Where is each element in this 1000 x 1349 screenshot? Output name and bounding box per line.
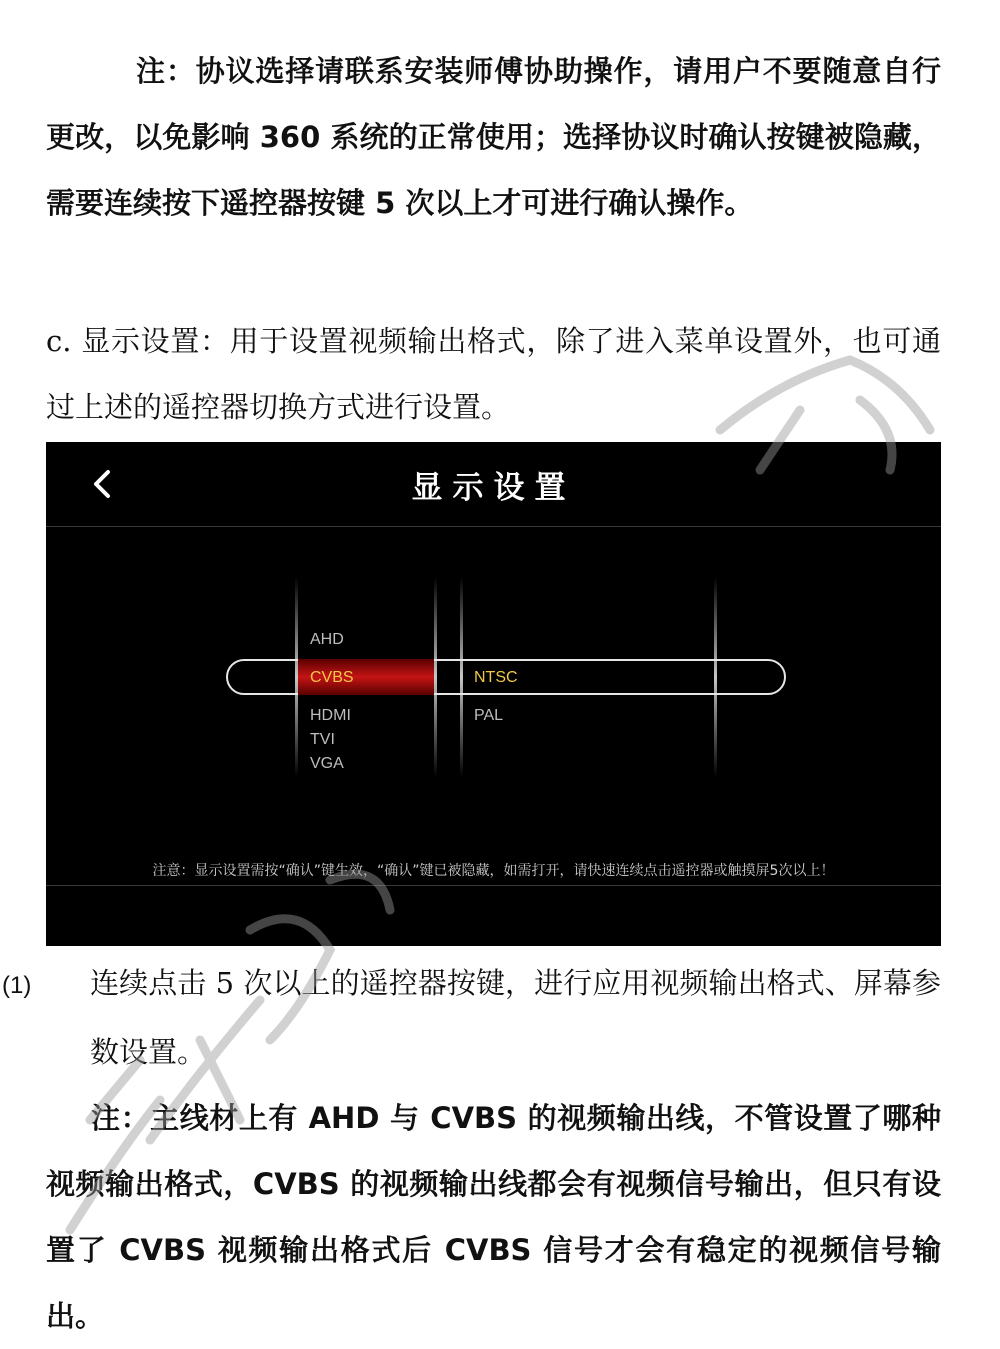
screen-notice: 注意：显示设置需按“确认”键生效，“确认”键已被隐藏，如需打开，请快速连续点击遥控器或触摸屏5次以上！ xyxy=(152,863,835,879)
standard-option-ntsc[interactable]: NTSC xyxy=(474,669,518,686)
screen-header xyxy=(46,442,941,527)
note-video-output: 注：主线材上有 AHD 与 CVBS 的视频输出线，不管设置了哪种视频输出格式，CVBS 的视频输出线都会有视频信号输出，但只有设置了 CVBS 视频输出格式后 CVBS 信号才会有稳定的视频信号输出。 xyxy=(46,1101,941,1333)
format-option-tvi[interactable]: TVI xyxy=(310,731,335,748)
step-text: 连续点击 5 次以上的遥控器按键，进行应用视频输出格式、屏幕参数设置。 xyxy=(90,966,941,1069)
display-settings-screenshot xyxy=(46,442,941,946)
display-settings-description: c. 显示设置：用于设置视频输出格式，除了进入菜单设置外，也可通过上述的遥控器切换方式进行设置。 xyxy=(46,324,941,424)
screen-title: 显示设置 xyxy=(411,470,576,506)
note-protocol: 注：协议选择请联系安装师傅协助操作，请用户不要随意自行更改，以免影响 360 系统的正常使用；选择协议时确认按键被隐藏，需要连续按下遥控器按键 5 次以上才可进行确认操作。 xyxy=(46,54,941,220)
format-option-cvbs[interactable]: CVBS xyxy=(310,669,354,686)
format-option-vga[interactable]: VGA xyxy=(310,755,344,772)
step-number: (1) xyxy=(2,972,32,999)
footer-divider xyxy=(46,885,941,886)
standard-option-pal[interactable]: PAL xyxy=(474,707,504,724)
step-1 xyxy=(2,950,941,1085)
format-option-ahd[interactable]: AHD xyxy=(310,631,344,648)
format-option-hdmi[interactable]: HDMI xyxy=(310,707,351,724)
